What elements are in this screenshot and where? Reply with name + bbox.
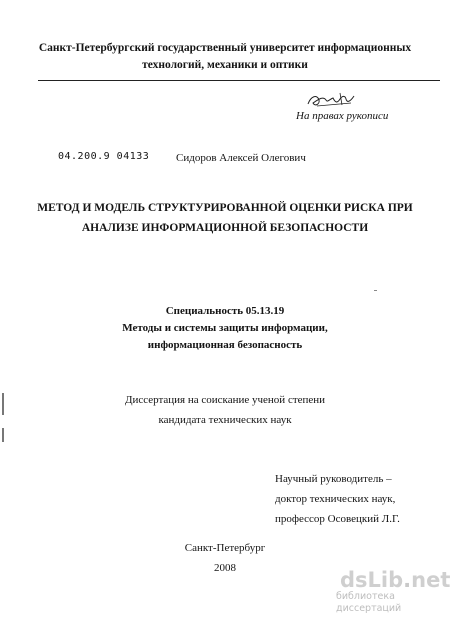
- year: 2008: [214, 562, 236, 574]
- university-line-2: технологий, механики и оптики: [142, 59, 308, 71]
- supervisor-degree: доктор технических наук,: [275, 493, 396, 505]
- university-header: [0, 40, 450, 74]
- specialty-code: Специальность 05.13.19: [165, 305, 285, 317]
- specialty-name-1: Методы и системы защиты информации,: [122, 322, 328, 334]
- supervisor-role: Научный руководитель –: [275, 473, 392, 485]
- degree-line-1: Диссертация на соискание ученой степени: [124, 394, 326, 406]
- watermark-brand-left: dsLib: [340, 568, 404, 592]
- watermark-logo: [336, 569, 450, 591]
- title-line-1: МЕТОД И МОДЕЛЬ СТРУКТУРИРОВАННОЙ ОЦЕНКИ РИСКА ПРИ: [37, 202, 413, 214]
- degree-block: [0, 390, 450, 430]
- author-name: Сидоров Алексей Олегович: [176, 152, 306, 164]
- university-line-1: Санкт-Петербургский государственный университет информационных: [38, 42, 412, 54]
- scan-speck: [374, 290, 377, 291]
- supervisor-name: профессор Осовецкий Л.Г.: [275, 513, 400, 525]
- specialty-block: [0, 303, 450, 354]
- scan-edge-mark: [2, 428, 4, 442]
- supervisor-block: [275, 469, 400, 529]
- dslib-watermark[interactable]: [336, 569, 450, 615]
- watermark-subtitle: библиотека диссертаций: [336, 591, 402, 614]
- registration-code: 04.200.9 04133: [58, 151, 150, 162]
- city: Санкт-Петербург: [184, 542, 266, 554]
- watermark-brand-dot: .: [403, 568, 412, 592]
- watermark-brand-right: net: [411, 568, 450, 592]
- specialty-name-2: информационная безопасность: [147, 339, 303, 351]
- degree-line-2: кандидата технических наук: [158, 414, 292, 426]
- title-line-2: АНАЛИЗЕ ИНФОРМАЦИОННОЙ БЕЗОПАСНОСТИ: [81, 222, 369, 234]
- rights-note: На правах рукописи: [296, 110, 389, 122]
- dissertation-title: [0, 198, 450, 238]
- handwritten-signature: [305, 90, 357, 112]
- header-divider: [38, 80, 440, 81]
